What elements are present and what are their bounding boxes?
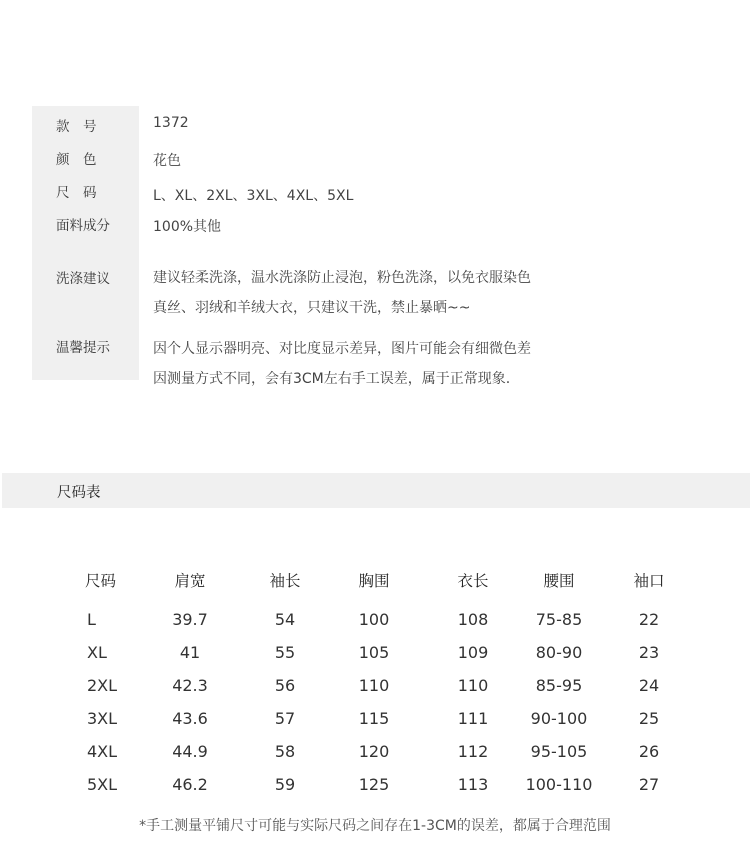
- size-table-cell: 115: [358, 709, 390, 728]
- size-table-row-label: 5XL: [87, 775, 118, 794]
- size-table-header-cell: 肩宽: [174, 572, 206, 590]
- notice-line-1: 因个人显示器明亮、对比度显示差异，图片可能会有细微色差: [153, 341, 531, 357]
- size-table-header-cell: 袖口: [633, 572, 665, 590]
- size-table-cell: 56: [274, 676, 296, 695]
- size-table-cell: 105: [358, 643, 390, 662]
- value-fabric: 100%其他: [153, 219, 222, 235]
- size-table-cell: 59: [274, 775, 296, 794]
- size-chart-footnote: *手工测量平铺尺寸可能与实际尺码之间存在1-3CM的误差，都属于合理范围: [139, 818, 611, 834]
- label-color: 颜 色: [56, 152, 97, 168]
- size-table-header-cell: 尺码: [85, 572, 117, 590]
- size-table-cell: 39.7: [172, 610, 208, 629]
- size-table-header-cell: 袖长: [269, 572, 301, 590]
- size-table-cell: 44.9: [172, 742, 208, 761]
- size-table-cell: 108: [457, 610, 489, 629]
- size-table-cell: 26: [638, 742, 660, 761]
- size-table-cell: 95-105: [530, 742, 588, 761]
- size-table-row-label: 2XL: [87, 676, 118, 695]
- label-fabric: 面料成分: [56, 218, 110, 234]
- size-table-header-cell: 腰围: [543, 572, 575, 590]
- size-table-header-cell: 胸围: [358, 572, 390, 590]
- size-table-cell: 110: [358, 676, 390, 695]
- label-notice: 温馨提示: [56, 340, 110, 356]
- wash-advice-line-1: 建议轻柔洗涤，温水洗涤防止浸泡，粉色洗涤，以免衣服染色: [153, 270, 531, 286]
- size-table-cell: 46.2: [172, 775, 208, 794]
- size-table-cell: 80-90: [535, 643, 583, 662]
- wash-advice-line-2: 真丝、羽绒和羊绒大衣，只建议干洗，禁止暴晒~~: [153, 300, 471, 316]
- size-table-cell: 125: [358, 775, 390, 794]
- notice-line-2: 因测量方式不同，会有3CM左右手工误差，属于正常现象.: [153, 371, 511, 387]
- size-table-cell: 113: [457, 775, 489, 794]
- size-table-row-label: 4XL: [87, 742, 118, 761]
- value-style-number: 1372: [153, 115, 189, 131]
- size-table-header-cell: 衣长: [457, 572, 489, 590]
- size-table-cell: 100: [358, 610, 390, 629]
- size-table-cell: 85-95: [535, 676, 583, 695]
- label-wash-advice: 洗涤建议: [56, 271, 110, 287]
- size-table-cell: 55: [274, 643, 296, 662]
- label-size: 尺 码: [56, 185, 97, 201]
- size-table-row-label: 3XL: [87, 709, 118, 728]
- size-table-cell: 120: [358, 742, 390, 761]
- size-table-cell: 100-110: [525, 775, 593, 794]
- size-table-cell: 111: [457, 709, 489, 728]
- size-table-row-label: L: [87, 610, 96, 629]
- size-table-cell: 58: [274, 742, 296, 761]
- size-table-cell: 43.6: [172, 709, 208, 728]
- size-table-cell: 57: [274, 709, 296, 728]
- size-table-cell: 24: [638, 676, 660, 695]
- size-chart-title: 尺码表: [57, 485, 101, 501]
- value-color: 花色: [153, 153, 181, 169]
- size-table-cell: 110: [457, 676, 489, 695]
- size-table-cell: 75-85: [535, 610, 583, 629]
- size-chart-header-bar: [2, 473, 750, 508]
- size-table-cell: 22: [638, 610, 660, 629]
- size-table-cell: 54: [274, 610, 296, 629]
- size-table-cell: 27: [638, 775, 660, 794]
- size-table-cell: 41: [179, 643, 201, 662]
- size-table-cell: 25: [638, 709, 660, 728]
- label-style-number: 款 号: [56, 119, 97, 135]
- size-table-row-label: XL: [87, 643, 107, 662]
- size-table-cell: 90-100: [530, 709, 588, 728]
- size-table-cell: 42.3: [172, 676, 208, 695]
- size-table-cell: 109: [457, 643, 489, 662]
- value-sizes: L、XL、2XL、3XL、4XL、5XL: [153, 188, 354, 204]
- size-table-cell: 112: [457, 742, 489, 761]
- size-table-cell: 23: [638, 643, 660, 662]
